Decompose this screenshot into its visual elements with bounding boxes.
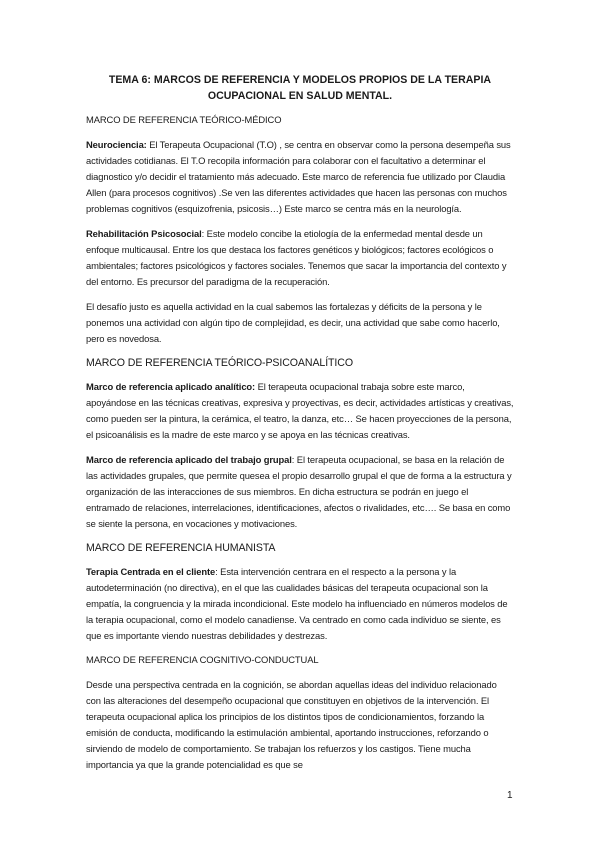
section-heading-psicoanalitico: MARCO DE REFERENCIA TEÓRICO-PSICOANALÍTICO — [86, 357, 353, 369]
paragraph-text: : El terapeuta ocupacional, se basa en la relación de las actividades grupales, que permite quesea el propio desarrollo grupal el que de forma a la estructura y organización de las interacciones de sus miembros. En dicha estructura se podrán en juego el entramado de relaciones, interrelaciones, identificaciones, afectos o rivalidades, etc…. Se basa en como se siente la persona, en vocaciones y motivaciones. — [86, 454, 512, 529]
section-heading-teorico-medico: MARCO DE REFERENCIA TEÓRICO-MÉDICO — [86, 114, 282, 125]
title-line-2: OCUPACIONAL EN SALUD MENTAL. — [207, 90, 393, 102]
page-number: 1 — [507, 790, 513, 801]
paragraph-trabajo-grupal — [86, 452, 514, 532]
paragraph-text: El desafío justo es aquella actividad en la cual sabemos las fortalezas y déficits de la persona y le ponemos una actividad con algún tipo de complejidad, es decir, una actividad que sabe como hacerlo, pero es novedosa. — [86, 301, 500, 344]
paragraph-aplicado-analitico — [86, 379, 514, 443]
paragraph-lead: Rehabilitación Psicosocial — [86, 228, 202, 239]
section-heading-humanista: MARCO DE REFERENCIA HUMANISTA — [86, 542, 276, 554]
paragraph-lead: Terapia Centrada en el cliente — [86, 566, 216, 577]
paragraph-text: : Esta intervención centrara en el respecto a la persona y la autodeterminación (no directiva), en el que las cualidades básicas del terapeuta ocupacional son la empatía, la congruencia y la mirada incondicional. Este modelo ha influenciado en números modelos de la terapia ocupacional, como el modelo canadiense. Va centrado en como cada individuo se siente, es que es importante viendo nuestras debilidades y destrezas. — [86, 566, 508, 641]
paragraph-lead: Marco de referencia aplicado del trabajo grupal — [86, 454, 292, 465]
paragraph-lead: Neurociencia: — [86, 139, 147, 150]
paragraph-lead: Marco de referencia aplicado analítico: — [86, 381, 256, 392]
paragraph-terapia-centrada — [86, 564, 514, 644]
paragraph-neurociencia — [86, 137, 514, 217]
paragraph-desafio-justo — [86, 299, 514, 347]
document-title — [86, 72, 514, 104]
paragraph-cognitivo — [86, 677, 514, 773]
paragraph-text: : Este modelo concibe la etiología de la enfermedad mental desde un enfoque multicausal. Entre los que destaca los factores genéticos y biológicos; factores ecológicos o ambientales; factores psicológicos y factores sociales. Tenemos que sacar la importancia del contexto y del entorno. Es precursor del paradigma de la recuperación. — [86, 228, 507, 287]
paragraph-text: Desde una perspectiva centrada en la cognición, se abordan aquellas ideas del individuo relacionado con las alteraciones del desempeño ocupacional que constituyen en objetivos de la intervención. El terapeuta ocupacional aplica los principios de los distintos tipos de condicionamientos, forzando la emisión de conducta, modificando la estimulación ambiental, aportando instrucciones, reforzando o sirviendo de modelo de comportamiento. Se trabajan los refuerzos y los castigos. Tiene mucha importancia ya que la grande potencialidad es que se — [86, 679, 497, 770]
paragraph-text: El Terapeuta Ocupacional (T.O) , se centra en observar como la persona desempeña sus actividades cotidianas. El T.O recopila información para colaborar con el facultativo a determinar el diagnostico y/o decidir el tratamiento más adecuado. Este marco de referencia fue utilizado por Claudia Allen (para procesos cognitivos) .Se ven las diferentes actividades que hacen las personas con muchos problemas cognitivos (esquizofrenia, psicosis…) Este marco se centra más en la neurología. — [86, 139, 511, 214]
paragraph-text: El terapeuta ocupacional trabaja sobre este marco, apoyándose en las técnicas creativas, expresiva y proyectivas, es decir, actividades artísticas y creativas, como pueden ser la pintura, la cerámica, el teatro, la danza, etc… Se hacen proyecciones de la persona, el psicoanálisis es la madre de este marco y se apoya en las técnicas creativas. — [86, 381, 514, 440]
title-line-1: TEMA 6: MARCOS DE REFERENCIA Y MODELOS PROPIOS DE LA TERAPIA — [108, 74, 492, 86]
paragraph-rehabilitacion — [86, 226, 514, 290]
section-heading-cognitivo-conductual: MARCO DE REFERENCIA COGNITIVO-CONDUCTUAL — [86, 654, 319, 665]
document-content — [86, 72, 514, 782]
